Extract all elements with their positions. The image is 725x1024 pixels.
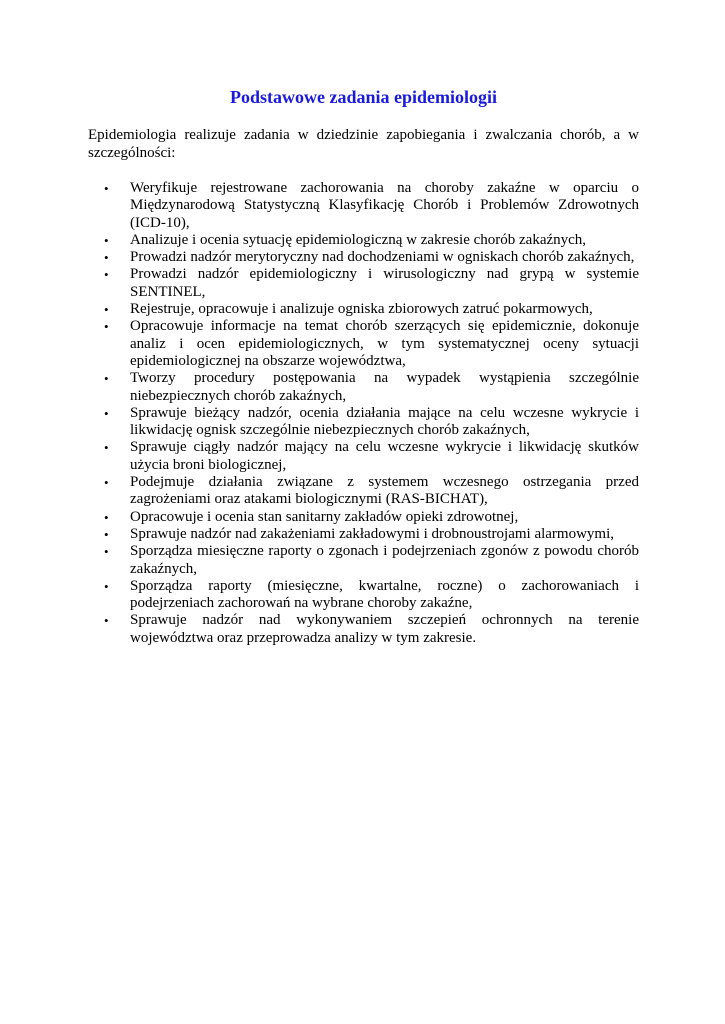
bullet-icon: • [104,267,109,283]
bullet-icon: • [104,371,109,387]
list-item-text: Prowadzi nadzór merytoryczny nad dochodzeniami w ogniskach chorób zakaźnych, [130,249,635,266]
page-title: Podstawowe zadania epidemiologii [229,87,497,107]
list-item-text: Tworzy procedury postępowania na wypadek wystąpienia szczególnie niebezpiecznych chorób zakaźnych, [130,370,639,404]
list-item [88,301,639,318]
list-item-text: Analizuje i ocenia sytuację epidemiologiczną w zakresie chorób zakaźnych, [130,231,587,248]
list-item [88,439,639,474]
list-item-text: Weryfikuje rejestrowane zachorowania na choroby zakaźne w oparciu o Międzynarodową Statystyczną Klasyfikację Chorób i Problemów Zdrowotnych (ICD-10), [130,180,639,231]
list-item [88,180,639,232]
list-item [88,232,639,249]
document-page [88,86,639,647]
list-item-text: Opracowuje i ocenia stan sanitarny zakładów opieki zdrowotnej, [130,508,519,525]
bullet-icon: • [104,319,109,335]
list-item [88,578,639,613]
list-item-text: Sprawuje ciągły nadzór mający na celu wczesne wykrycie i likwidację skutków użycia broni biologicznej, [130,439,639,473]
bullet-icon: • [104,475,109,491]
bullet-icon: • [104,250,109,266]
bullet-icon: • [104,440,109,456]
list-item-text: Sporządza miesięczne raporty o zgonach i podejrzeniach zgonów z powodu chorób zakaźnych, [130,543,639,577]
list-item-text: Opracowuje informacje na temat chorób szerzących się epidemicznie, dokonuje analiz i ocen epidemiologicznych, w tym systematycznej oceny sytuacji epidemiologicznej na obszarze województwa, [130,318,639,369]
bullet-icon: • [104,181,109,196]
list-item-text: Sporządza raporty (miesięczne, kwartalne, roczne) o zachorowaniach i podejrzeniach zachorowań na wybrane choroby zakaźne, [130,577,639,612]
list-item [88,266,639,301]
list-item [88,474,639,509]
list-item [88,249,639,266]
list-item-text: Rejestruje, opracowuje i analizuje ogniska zbiorowych zatruć pokarmowych, [130,301,593,318]
bullet-icon: • [104,544,109,560]
list-item [88,543,639,578]
task-list [88,180,639,647]
list-item-text: Sprawuje bieżący nadzór, ocenia działania mające na celu wczesne wykrycie i likwidację ognisk szczególnie niebezpiecznych chorób zakaźnych, [130,404,639,439]
list-item-text: Podejmuje działania związane z systemem wczesnego ostrzegania przed zagrożeniami oraz atakami biologicznymi (RAS-BICHAT), [130,474,639,508]
list-item [88,612,639,647]
list-item [88,370,639,405]
intro-paragraph: Epidemiologia realizuje zadania w dziedzinie zapobiegania i zwalczania chorób, a w szczególności: [88,127,639,161]
bullet-icon: • [104,509,109,525]
bullet-icon: • [104,578,109,594]
list-item-text: Sprawuje nadzór nad zakażeniami zakładowymi i drobnoustrojami alarmowymi, [130,525,615,542]
list-item-text: Prowadzi nadzór epidemiologiczny i wirusologiczny nad grypą w systemie SENTINEL, [130,266,639,300]
bullet-icon: • [104,302,109,318]
bullet-icon: • [104,613,109,629]
list-item [88,405,639,440]
list-item-text: Sprawuje nadzór nad wykonywaniem szczepień ochronnych na terenie województwa oraz przeprowadza analizy w tym zakresie. [130,612,639,646]
list-item [88,509,639,526]
list-item [88,318,639,370]
bullet-icon: • [104,405,109,421]
bullet-icon: • [104,526,109,542]
list-item [88,526,639,543]
bullet-icon: • [104,232,109,248]
